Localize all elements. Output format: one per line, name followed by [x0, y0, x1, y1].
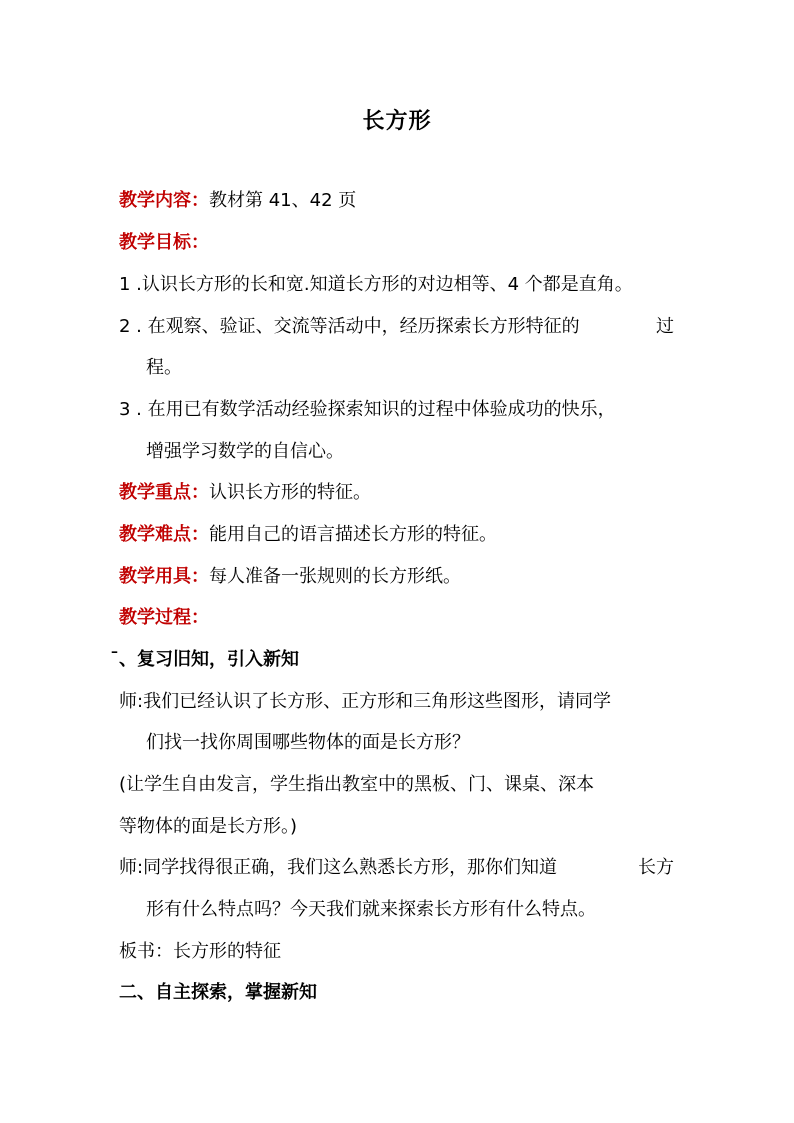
- goal-item-2-continuation: 程。: [146, 357, 182, 378]
- difficulty-line: [119, 523, 679, 547]
- goal-item-1: 1 .认识长方形的长和宽.知道长方形的对边相等、4 个都是直角。: [119, 274, 633, 295]
- process-heading: [119, 606, 679, 630]
- section-1-heading: ̄、复习旧知，引入新知: [119, 649, 299, 670]
- section-1-paragraph-2: (让学生自由发言，学生指出教室中的黑板、门、课桌、深本: [119, 774, 595, 795]
- teaching-goals-heading: [119, 231, 679, 255]
- key-point-line: [119, 481, 679, 505]
- teaching-content-text: 教材第 41、42 页: [209, 190, 357, 211]
- process-label: 教学过程：: [119, 607, 209, 628]
- teaching-goals-label: 教学目标：: [119, 232, 209, 253]
- goal-item-3: 3 . 在用已有数学活动经验探索知识的过程中体验成功的快乐，: [119, 399, 616, 420]
- section-1-paragraph-2-continuation: 等物体的面是长方形。): [119, 816, 298, 837]
- section-2-heading: 二、自主探索，掌握新知: [119, 982, 317, 1003]
- page-title: 长方形: [362, 109, 432, 134]
- difficulty-text: 能用自己的语言描述长方形的特征。: [209, 524, 497, 545]
- board-note: 板书：长方形的特征: [119, 941, 281, 962]
- tools-label: 教学用具：: [119, 566, 209, 587]
- section-1-paragraph-3: [119, 856, 674, 880]
- goal-item-2: [119, 315, 674, 339]
- tools-line: [119, 565, 679, 589]
- section-1-paragraph-3-continuation: 形有什么特点吗？今天我们就来探索长方形有什么特点。: [146, 899, 596, 920]
- goal-item-2-text: 2 . 在观察、验证、交流等活动中，经历探索长方形特征的: [119, 316, 580, 337]
- section-1-paragraph-1-continuation: 们找一找你周围哪些物体的面是长方形？: [146, 732, 470, 753]
- key-point-text: 认识长方形的特征。: [209, 482, 371, 503]
- teaching-content-line: [119, 189, 679, 213]
- section-1-paragraph-3-text: 师:同学找得很正确，我们这么熟悉长方形，那你们知道: [119, 857, 558, 878]
- section-1-paragraph-1: 师:我们已经认识了长方形、正方形和三角形这些图形，请同学: [119, 691, 612, 712]
- key-point-label: 教学重点：: [119, 482, 209, 503]
- difficulty-label: 教学难点：: [119, 524, 209, 545]
- goal-item-3-continuation: 增强学习数学的自信心。: [146, 441, 344, 462]
- goal-item-2-tail: 过: [656, 316, 674, 337]
- tools-text: 每人准备一张规则的长方形纸。: [209, 566, 461, 587]
- section-1-paragraph-3-tail: 长方: [638, 857, 674, 878]
- teaching-content-label: 教学内容：: [119, 190, 209, 211]
